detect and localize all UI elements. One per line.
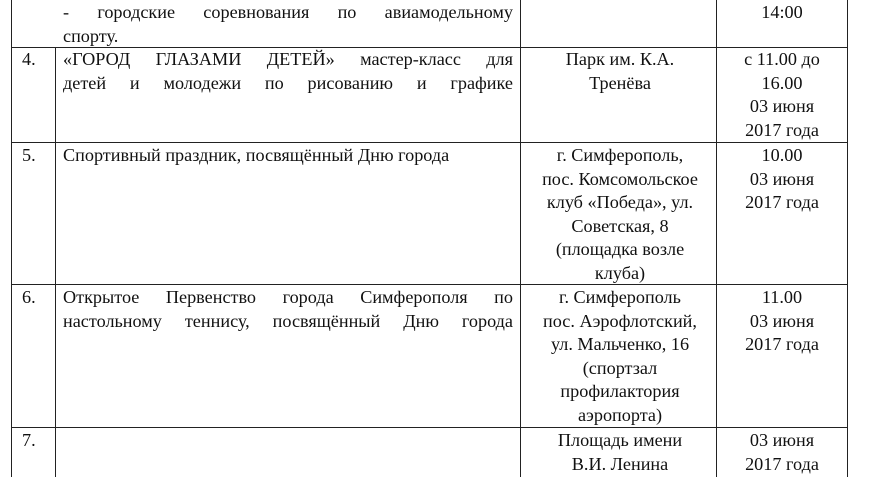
row-number: 6.: [22, 287, 36, 307]
event-name-cell: [63, 144, 513, 168]
event-name-line: настольному теннису, посвящённый Дню города: [63, 310, 513, 331]
event-place-line: ул. Мальченко, 16: [550, 334, 690, 354]
event-place-line: Площадь имени: [557, 430, 683, 450]
table-rule: [11, 284, 847, 285]
event-name-line: детей и молодежи по рисованию и графике: [63, 72, 513, 93]
event-name-cell: [63, 286, 513, 333]
row-number: 5.: [22, 145, 36, 165]
event-place-line: (спортзал: [582, 357, 658, 378]
event-name-line: спорту.: [63, 25, 119, 46]
event-time-cell: [722, 429, 842, 476]
event-place-line: В.И. Ленина: [571, 453, 669, 474]
event-name-line: «ГОРОД ГЛАЗАМИ ДЕТЕЙ» мастер-класс для: [63, 49, 513, 69]
event-place-cell: [526, 48, 714, 95]
table-rule: [11, 142, 847, 143]
table-rule: [520, 0, 521, 477]
event-place-line: Советская, 8: [571, 215, 669, 236]
event-place-line: клуб «Победа», ул.: [546, 192, 694, 212]
event-time-line: 2017 года: [745, 192, 819, 212]
event-time-cell: [722, 286, 842, 357]
event-place-line: профилактория: [560, 381, 680, 401]
table-rule: [55, 47, 56, 477]
table-rule: [11, 427, 847, 428]
event-name-line: - городские соревнования по авиамодельному: [63, 2, 513, 22]
event-place-line: г. Симферополь,: [556, 145, 684, 165]
event-time-line: 10.00: [761, 145, 803, 165]
table-rule: [847, 0, 848, 477]
event-time-line: 16.00: [761, 72, 803, 93]
row-number: 7.: [22, 430, 36, 450]
event-place-cell: [526, 286, 714, 427]
event-time-line: 03 июня: [749, 310, 815, 331]
event-time-line: 2017 года: [745, 453, 819, 474]
event-place-line: Тренёва: [589, 72, 651, 93]
event-time-line: с 11.00 до: [744, 49, 820, 69]
event-place-line: аэропорта): [577, 404, 663, 425]
event-time-line: 2017 года: [745, 334, 819, 354]
event-place-cell: [526, 144, 714, 285]
event-time-cell: [722, 144, 842, 215]
event-name-line: Спортивный праздник, посвящённый Дню города: [63, 145, 450, 165]
event-name-cell: [63, 48, 513, 95]
event-time-line: 03 июня: [749, 168, 815, 189]
event-place-line: клуба): [594, 262, 646, 283]
event-time-line: 14:00: [761, 2, 803, 22]
event-time-cell: [722, 48, 842, 142]
event-place-line: г. Симферополь: [559, 287, 681, 307]
event-time-line: 03 июня: [749, 430, 815, 450]
table-rule: [716, 0, 717, 477]
event-name-line: Открытое Первенство города Симферополя по: [63, 287, 513, 307]
event-time-cell: [722, 1, 842, 25]
event-place-line: Парк им. К.А.: [565, 49, 675, 69]
event-place-line: пос. Комсомольское: [542, 168, 698, 189]
event-time-line: 03 июня: [749, 96, 815, 116]
event-time-line: 2017 года: [745, 119, 819, 140]
event-place-line: (площадка возле: [555, 239, 685, 259]
event-place-cell: [526, 429, 714, 476]
table-rule: [11, 0, 12, 477]
row-number: 4.: [22, 49, 36, 69]
event-time-line: 11.00: [761, 287, 803, 307]
event-name-cell: [63, 1, 513, 48]
event-place-line: пос. Аэрофлотский,: [543, 310, 697, 331]
